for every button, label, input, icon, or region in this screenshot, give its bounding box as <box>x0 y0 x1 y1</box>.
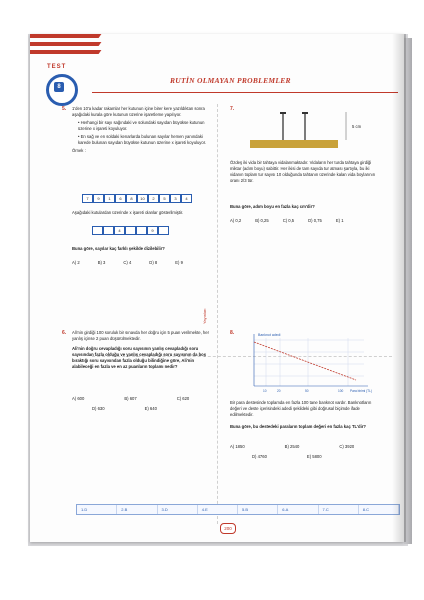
option-d[interactable]: D) 8 <box>149 260 158 265</box>
q8-prompt: Buna göre, bu destedeki paraların toplam değeri en fazla kaç TL'dir? <box>230 424 366 429</box>
option-e[interactable]: E) 1 <box>335 218 344 223</box>
test-number: 8 <box>54 82 64 92</box>
number-box: 10 <box>137 194 148 203</box>
answer-key-item: 2.B <box>117 505 157 514</box>
number-box: 8 <box>126 194 137 203</box>
question-5 <box>72 106 212 154</box>
number-box <box>103 226 114 235</box>
option-a[interactable]: A) 0,2 <box>230 218 242 223</box>
option-e[interactable]: E) 9 <box>175 260 183 265</box>
question-number: 5. <box>62 106 67 112</box>
option-d[interactable]: D) 0,75 <box>308 218 322 223</box>
tick-label: 20 <box>277 389 281 393</box>
screw-icon <box>302 112 308 140</box>
option-c[interactable]: C) 3920 <box>339 444 355 449</box>
number-boxes <box>82 194 192 203</box>
answer-key-item: 3.D <box>158 505 198 514</box>
answer-key-item: 8.C <box>359 505 399 514</box>
answer-key-item: 7.C <box>319 505 359 514</box>
number-box: 4 <box>114 226 125 235</box>
q7-options <box>230 218 344 223</box>
height-label: 5 cm <box>352 124 362 129</box>
option-a[interactable]: A) 600 <box>72 396 85 401</box>
wood-plank <box>250 140 338 148</box>
title-underline <box>92 92 398 93</box>
q6-intro: Ali'nin girdiği 100 soruluk bir sınavda her doğru için 5 puan verilmekte, her yanlış içinse 2 puan düşürülmektedir. <box>72 330 209 341</box>
q5-bullet-1: • Herhangi bir sayı sağındaki ve solundaki sayıdan büyükse kutunun üzerine x işareti koyuluyor. <box>78 120 205 131</box>
publisher-brand: Yayınları <box>202 308 207 324</box>
tick-label: 100 <box>338 389 344 393</box>
number-box: 2 <box>148 194 159 203</box>
q7-intro: Özdeş iki vida bir tahtaya vidalanmaktadır. Vidaların her turda tahtaya girdiği miktar (adım boyu) sabittir. Her ikisi de tam sayıda tur atması şartıyla, bu iki vidanın toplam tur sayısı 10 olduğunda tahtanın üzerinde kalan vida boylarının oranı 2/3 tür. <box>230 160 376 183</box>
book-page <box>30 34 404 542</box>
option-c[interactable]: C) 0,5 <box>282 218 295 223</box>
option-e[interactable]: E) 5800 <box>306 454 322 459</box>
answer-key-item: 6.A <box>278 505 318 514</box>
option-a[interactable]: A) 1850 <box>230 444 245 449</box>
answer-key-item: 1.D <box>77 505 117 514</box>
number-box <box>125 226 136 235</box>
trend-line <box>254 342 356 380</box>
q8-intro: Bir para destesinde toplamda en fazla 100 tane banknot vardır. Banknotların değeri ve deste içerisindeki adedi şekildeki gibi doğrusal biçimde ifade edilmektedir. <box>230 400 372 417</box>
q5-options <box>72 260 183 265</box>
option-c[interactable]: C) 4 <box>123 260 132 265</box>
option-a[interactable]: A) 2 <box>72 260 80 265</box>
x-axis-label: Para birimi (TL) <box>350 389 372 393</box>
question-6 <box>72 330 212 370</box>
option-e[interactable]: E) 640 <box>144 406 157 411</box>
q5-intro: 1'den 10'a kadar rakamlar her kutunun içine birer kere yazıldıktan sonra aşağıdaki kurala göre kutunun üzerine işaretleme yapılıyor. <box>72 106 205 117</box>
page-title: RUTİN OLMAYAN PROBLEMLER <box>170 76 291 85</box>
option-b[interactable]: B) 607 <box>124 396 137 401</box>
option-b[interactable]: B) 3 <box>97 260 106 265</box>
test-badge-label: TEST <box>47 64 67 70</box>
q7-prompt: Buna göre, adım boyu en fazla kaç cm'dir? <box>230 204 315 209</box>
page-number: 200 <box>220 523 236 534</box>
number-box <box>158 226 169 235</box>
q8-options-row1 <box>230 444 354 449</box>
y-axis-label: Banknot adedi <box>258 333 281 337</box>
q6-options-row2 <box>92 406 157 411</box>
answer-key-item: 4.E <box>198 505 238 514</box>
red-stripe <box>30 50 101 54</box>
screws-figure <box>240 110 370 156</box>
number-box: 6 <box>115 194 126 203</box>
column-divider <box>217 104 218 524</box>
number-boxes-2 <box>92 226 169 235</box>
q6-prompt: Ali'nin doğru cevapladığı soru sayısının yanlış cevapladığı soru sayısından fazla olduğu ve yanlış cevapladığı soru sayısının da boş bıraktığı soru sayısından fazla olduğu bilindiğine göre, Ali'nin alabileceği en fazla ve en az puanların toplamı nedir? <box>72 346 207 369</box>
question-number: 6. <box>62 330 67 336</box>
banknote-chart <box>244 330 374 396</box>
option-b[interactable]: B) 2540 <box>284 444 300 449</box>
number-box: 9 <box>147 226 158 235</box>
q5-note: Aşağıdaki kutulardan üzerinde x işareti olanlar gösterilmiştir. <box>72 210 184 215</box>
q6-options-row1 <box>72 396 189 401</box>
number-box <box>136 226 147 235</box>
answer-key-bar <box>76 504 400 515</box>
question-number: 7. <box>230 106 235 112</box>
option-c[interactable]: C) 620 <box>176 396 190 401</box>
option-d[interactable]: D) 4760 <box>252 454 267 459</box>
q5-prompt: Buna göre, sayılar kaç farklı şekilde dizilebilir? <box>72 246 165 251</box>
answer-key-item: 5.B <box>238 505 278 514</box>
number-box: 5 <box>159 194 170 203</box>
option-b[interactable]: B) 0,25 <box>255 218 269 223</box>
number-box <box>92 226 103 235</box>
number-box: 9 <box>93 194 104 203</box>
number-box: 4 <box>181 194 192 203</box>
option-d[interactable]: D) 630 <box>92 406 105 411</box>
q5-example: Örnek : <box>72 148 86 153</box>
number-box: 3 <box>170 194 181 203</box>
page-shadow <box>392 34 406 542</box>
q8-options-row2 <box>252 454 322 459</box>
question-number: 8. <box>230 330 235 336</box>
number-box: 7 <box>82 194 93 203</box>
screw-icon <box>280 112 286 140</box>
number-box: 1 <box>104 194 115 203</box>
red-stripe <box>30 34 101 38</box>
red-stripe <box>30 42 101 46</box>
tick-label: 50 <box>305 389 309 393</box>
tick-label: 10 <box>263 389 267 393</box>
q5-bullet-2: • En sağ ve en soldaki kenarlarda bulunan sayılar hemen yanındaki karede bulunan sayıdan büyükse kutunun üzerine x işareti koyuluyor. <box>78 134 207 145</box>
